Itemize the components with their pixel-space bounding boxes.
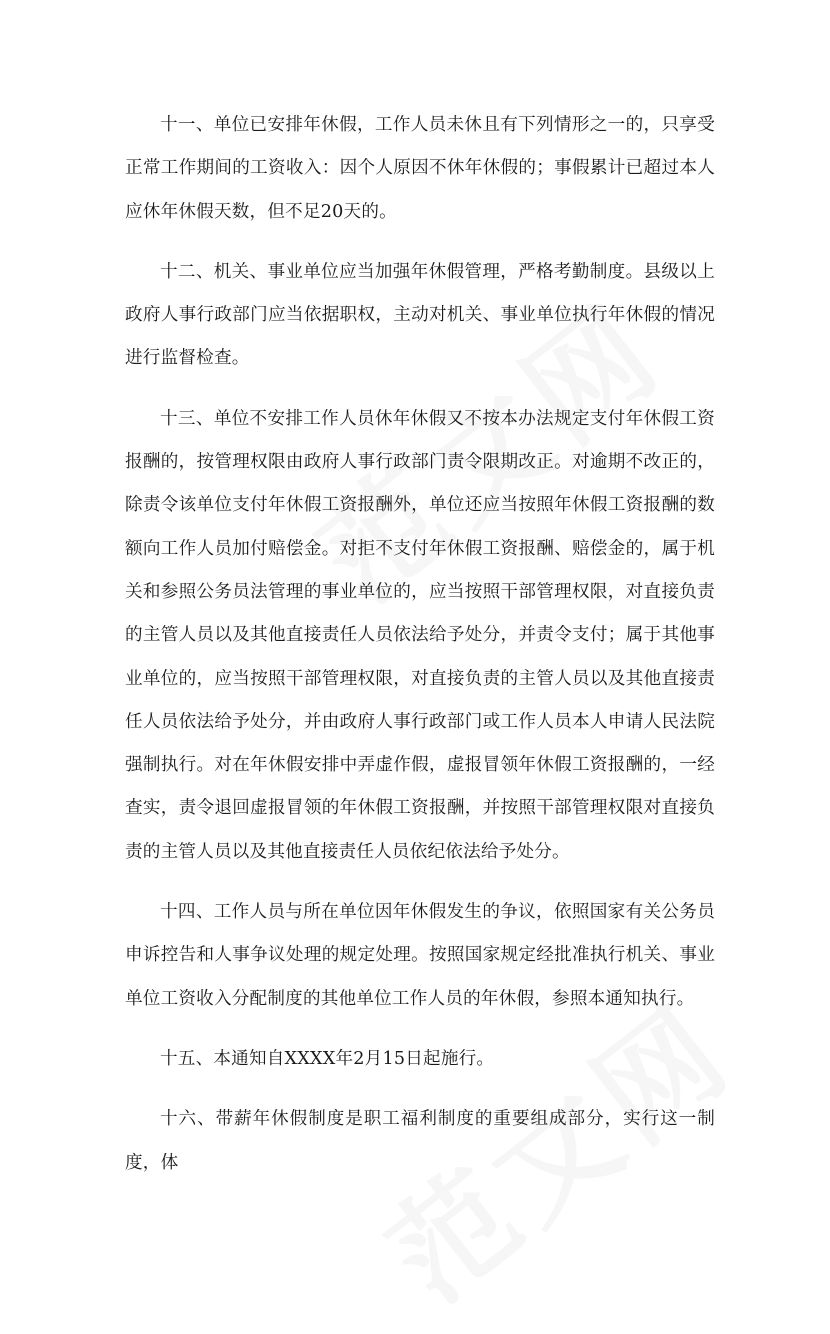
paragraph-13: 十三、单位不安排工作人员休年休假又不按本办法规定支付年休假工资报酬的，按管理权限由政府人事行政部门责令限期改正。对逾期不改正的，除责令该单位支付年休假工资报酬外，单位还应当按照年休假工资报酬的数额向工作人员加付赔偿金。对拒不支付年休假工资报酬、赔偿金的，属于机关和参照公务员法管理的事业单位的，应当按照干部管理权限，对直接负责的主管人员以及其他直接责任人员依法给予处分，并责令支付；属于其他事业单位的，应当按照干部管理权限，对直接负责的主管人员以及其他直接责任人员依法给予处分，并由政府人事行政部门或工作人员本人申请人民法院强制执行。对在年休假安排中弄虚作假，虚报冒领年休假工资报酬的，一经查实，责令退回虚报冒领的年休假工资报酬，并按照干部管理权限对直接负责的主管人员以及其他直接责任人员依纪依法给予处分。 <box>125 408 715 862</box>
paragraph-12: 十二、机关、事业单位应当加强年休假管理，严格考勤制度。县级以上政府人事行政部门应当依据职权，主动对机关、事业单位执行年休假的情况进行监督检查。 <box>125 261 715 369</box>
paragraph-16: 十六、带薪年休假制度是职工福利制度的重要组成部分，实行这一制度，体 <box>125 1109 715 1173</box>
document-body <box>125 104 715 1202</box>
paragraph-14: 十四、工作人员与所在单位因年休假发生的争议，依照国家有关公务员申诉控告和人事争议处理的规定处理。按照国家规定经批准执行机关、事业单位工资收入分配制度的其他单位工作人员的年休假，参照本通知执行。 <box>125 902 715 1009</box>
paragraph-15: 十五、本通知自XXXX年2月15日起施行。 <box>160 1048 495 1069</box>
paragraph-11: 十一、单位已安排年休假，工作人员未休且有下列情形之一的，只享受正常工作期间的工资收入：因个人原因不休年休假的；事假累计已超过本人应休年休假天数，但不足20天的。 <box>125 115 715 222</box>
